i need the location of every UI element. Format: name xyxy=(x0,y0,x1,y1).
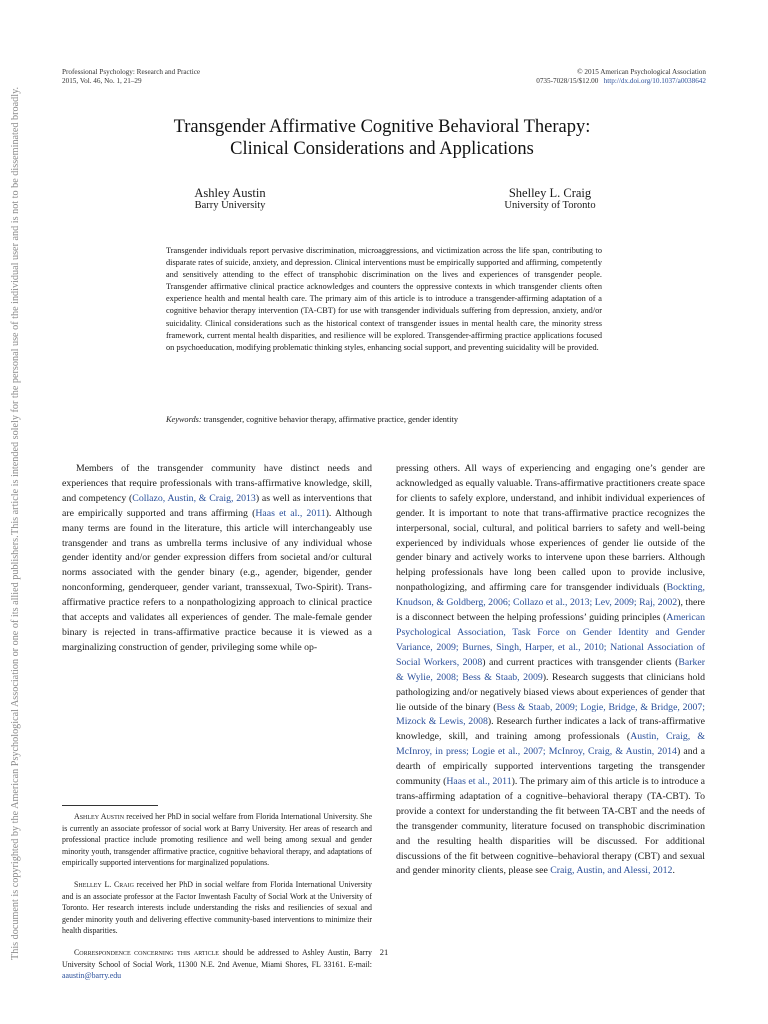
abstract: Transgender individuals report pervasive discrimination, microaggressions, and victimization across the life span, contributing to disparate rates of suicide, anxiety, and depression. Clinical interventions must be empirically supported and affirming, competently and sensitively attending to the effect of transphobic discrimination on the lives and experiences of transgender people. Transgender affirmative clinical practice acknowledges and counters the oppressive contexts in which transgender clients often experience health and mental health care. The primary aim of this article is to introduce a transgender-affirming adaptation of a cognitive behavior therapy intervention (TA-CBT) for use with transgender individuals suffering from depression, anxiety, and/or suicidality. Clinical considerations such as the historical context of transgender issues in mental health care, the minority stress framework, current mental health disparities, and resilience will be explored. Transgender-affirming practice applications focused on psychoeducation, modifying problematic thinking styles, enhancing social support, and preventing suicidality will be provided. xyxy=(166,246,602,352)
body-text: ) as well as interventions that are empirically supported and trans affirming ( xyxy=(62,492,372,519)
copyright-line: © 2015 American Psychological Association xyxy=(577,68,706,76)
author-block-2 xyxy=(478,186,622,212)
journal-volume: 2015, Vol. 46, No. 1, 21–29 xyxy=(62,76,142,85)
footnote-author-2 xyxy=(62,879,372,937)
page-number: 21 xyxy=(379,947,389,957)
citation-link[interactable]: Haas et al., 2011 xyxy=(255,507,326,519)
body-text: ) and a dearth of empirically supported interventions targeting the transgender community ( xyxy=(396,746,706,788)
citation-link[interactable]: Craig, Austin, and Alessi, 2012 xyxy=(550,865,673,877)
correspondence-label: Correspondence concerning this article xyxy=(74,948,219,957)
body-text: ). Although many terms are found in the literature, this article will interchangeably use transgender and trans as umbrella terms inclusive of any individual whose gender identity and/or gender expression differs from societal and/or cultural norms associated with the gender binary (e.g., agender, bigender, gender nonconforming, genderqueer, gender variant, transsexual, Two-Spirit). Trans-affirmative practice refers to a nonpathologizing approach to clinical practice that accepts and validates all experiences of gender. The male-female gender binary is rejected in trans-affirmative practice because it is viewed as a marginalizing construction of gender, privileging some while op- xyxy=(62,507,372,653)
body-text: ). The primary aim of this article is to introduce a trans-affirming adaptation of a cognitive–behavioral therapy (TA-CBT). To provide a context for understanding the fit between TA-CBT and the needs of the transgender community, literature focused on transphobic discrimination and the resulting health disparities will be discussed. For additional discussions of the fit between cognitive–behavioral therapy (CBT) and sexual and gender minority clients, please see xyxy=(396,776,706,877)
footnote-author-name: Shelley L. Craig xyxy=(74,880,134,889)
side-notice-line-1: This document is copyrighted by the American Psychological Association or one of its allied publishers. xyxy=(10,535,21,960)
issn-doi-line xyxy=(536,77,706,86)
title-line-1: Transgender Affirmative Cognitive Behavioral Therapy: xyxy=(173,117,591,137)
title-line-2: Clinical Considerations and Applications xyxy=(230,139,534,159)
body-column-left xyxy=(62,462,372,656)
body-text: ). Research suggests that clinicians hold pathologizing and/or negatively biased views about experiences of gender that lie outside of the binary ( xyxy=(396,671,705,713)
keywords xyxy=(166,414,602,426)
footnote-correspondence xyxy=(62,947,372,982)
body-text: ). Research further indicates a lack of trans-affirmative knowledge, skill, and training among professionals ( xyxy=(396,716,705,743)
article-title xyxy=(80,116,684,160)
citation-link[interactable]: Collazo, Austin, & Craig, 2013 xyxy=(132,492,256,504)
citation-link[interactable]: Bockting, Knudson, & Goldberg, 2006; Collazo et al., 2013; Lev, 2009; Raj, 2002 xyxy=(396,582,705,609)
body-text: pressing others. All ways of experiencing and engaging one’s gender are acknowledged as equally valuable. Trans-affirmative practitioners create space for clients to safely explore, understand, and inhibit individual experiences of gender. It is important to note that trans-affirmative practice recognizes the interpersonal, social, cultural, and political barriers to safety and well-being experienced by individuals whose experiences of gender lie outside of the gender binary and actively works to intervene upon these barriers. Although helping professionals have long been called upon to provide inclusive, nonpathologizing, and affirming care for transgender individuals ( xyxy=(396,463,705,594)
doi-link[interactable]: http://dx.doi.org/10.1037/a0038642 xyxy=(603,76,706,85)
footnote-text: should be addressed to Ashley Austin, Barry University School of Social Work, 11300 N.E. 2nd Avenue, Miami Shores, FL 33161. E-mail: xyxy=(62,948,372,969)
citation-link[interactable]: Bess & Staab, 2009; Logie, Bridge, & Bridge, 2007; Mizock & Lewis, 2008 xyxy=(396,701,705,728)
footnote-author-1 xyxy=(62,811,372,869)
email-link[interactable]: aaustin@barry.edu xyxy=(62,971,122,980)
footnote-divider xyxy=(62,805,158,806)
journal-name: Professional Psychology: Research and Practice xyxy=(62,68,201,76)
body-text: ), there is a disconnect between the helping professions’ guiding principles ( xyxy=(396,597,705,624)
side-notice-line-2: This article is intended solely for the personal use of the individual user and is not to be disseminated broadly. xyxy=(10,87,21,536)
author-block-1 xyxy=(160,186,300,212)
keywords-list: transgender, cognitive behavior therapy, affirmative practice, gender identity xyxy=(203,415,458,424)
journal-header-left xyxy=(62,68,200,85)
author-affiliation: Barry University xyxy=(194,200,266,211)
author-name: Ashley Austin xyxy=(194,186,266,200)
footnote-author-name: Ashley Austin xyxy=(74,812,125,821)
journal-header-right xyxy=(536,68,706,85)
copyright-side-notice xyxy=(8,87,28,960)
author-name: Shelley L. Craig xyxy=(508,186,592,200)
footnote-text: received her PhD in social welfare from Florida International University. She is currently an associate professor of social work at Barry University. Her areas of research and professional practice include promoting resilience and well being among sexual and gender minority youth, transgender affirmative practice, cognitive behavioral therapy, and adaptations of empirically supported interventions for marginalized populations. xyxy=(62,812,372,867)
issn: 0735-7028/15/$12.00 xyxy=(536,76,599,85)
citation-link[interactable]: Barker & Wylie, 2008; Bess & Staab, 2009 xyxy=(396,656,705,683)
citation-link[interactable]: American Psychological Association, Task Force on Gender Identity and Gender Variance, 2009; Burnes, Singh, Harper, et al., 2010; National Association of Social Workers, 2008 xyxy=(396,612,705,668)
citation-link[interactable]: Haas et al., 2011 xyxy=(446,776,512,788)
author-affiliation: University of Toronto xyxy=(504,200,596,211)
body-text: . xyxy=(672,865,675,877)
footnote-text: received her PhD in social welfare from Florida International University and is an associate professor at the Factor Inwentash Faculty of Social Work at the University of Toronto. Her research interests include understanding the risks and resiliencies of sexual and gender minority youth and delivering effective community-based interventions to minimize their health disparities. xyxy=(62,880,372,935)
body-column-right xyxy=(396,462,705,879)
body-text: ) and current practices with transgender clients ( xyxy=(482,656,679,668)
citation-link[interactable]: Austin, Craig, & McInroy, in press; Logie et al., 2007; McInroy, Craig, & Austin, 2014 xyxy=(396,731,705,758)
keywords-label: Keywords: xyxy=(166,415,202,424)
body-text: Members of the transgender community have distinct needs and experiences that require professionals with trans-affirmative knowledge, skill, and competency ( xyxy=(62,463,372,504)
